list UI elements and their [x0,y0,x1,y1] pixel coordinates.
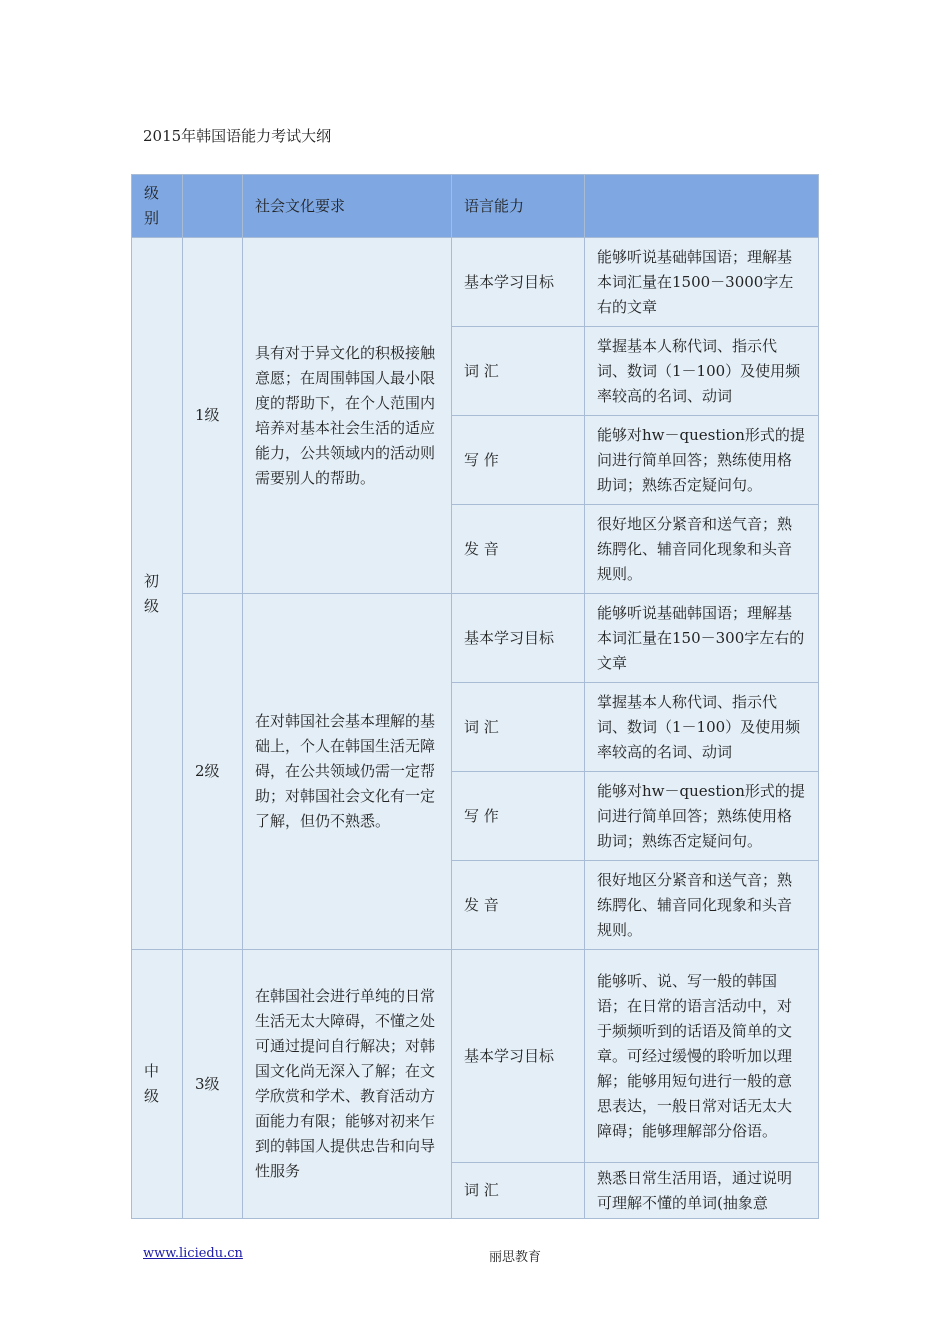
social-requirement-cell: 具有对于异文化的积极接触意愿；在周围韩国人最小限度的帮助下，在个人范围内培养对基本社会生活的适应能力，公共领域内的活动则需要别人的帮助。 [243,238,452,594]
aspect-cell: 词 汇 [452,327,585,416]
aspect-cell: 基本学习目标 [452,594,585,683]
grade-cell: 3级 [183,950,243,1219]
table-header-row [132,175,819,238]
aspect-cell: 发 音 [452,861,585,950]
grade-cell: 2级 [183,594,243,950]
aspect-desc-cell: 能够对hw－question形式的提问进行简单回答；熟练使用格助词；熟练否定疑问句。 [585,772,819,861]
table-row [132,594,819,683]
aspect-desc-cell: 熟悉日常生活用语，通过说明可理解不懂的单词(抽象意 [585,1163,819,1219]
document-title: 2015年韩国语能力考试大纲 [143,127,332,145]
header-level: 级别 [132,175,183,238]
aspect-cell: 基本学习目标 [452,238,585,327]
aspect-desc-cell: 掌握基本人称代词、指示代词、数词（1－100）及使用频率较高的名词、动词 [585,327,819,416]
level-cell-intermediate: 中级 [132,950,183,1219]
header-grade [183,175,243,238]
organization-name: 丽思教育 [489,1250,542,1265]
aspect-cell: 发 音 [452,505,585,594]
aspect-desc-cell: 能够听说基础韩国语；理解基本词汇量在1500－3000字左右的文章 [585,238,819,327]
website-link[interactable]: www.liciedu.cn [143,1246,243,1261]
aspect-desc-cell: 能够听、说、写一般的韩国语；在日常的语言活动中，对于频频听到的话语及简单的文章。可经过缓慢的聆听加以理解；能够用短句进行一般的意思表达，一般日常对话无太大障碍；能够理解部分俗语。 [585,950,819,1163]
social-requirement-cell: 在韩国社会进行单纯的日常生活无太大障碍，不懂之处可通过提问自行解决；对韩国文化尚无深入了解；在文学欣赏和学术、教育活动方面能力有限；能够对初来乍到的韩国人提供忠告和向导性服务 [243,950,452,1219]
syllabus-table [131,174,819,1219]
aspect-desc-cell: 能够听说基础韩国语；理解基本词汇量在150－300字左右的文章 [585,594,819,683]
aspect-cell: 写 作 [452,416,585,505]
aspect-cell: 写 作 [452,772,585,861]
table-row [132,238,819,327]
aspect-cell: 词 汇 [452,1163,585,1219]
aspect-desc-cell: 能够对hw－question形式的提问进行简单回答；熟练使用格助词；熟练否定疑问句。 [585,416,819,505]
aspect-cell: 基本学习目标 [452,950,585,1163]
aspect-desc-cell: 很好地区分紧音和送气音；熟练腭化、辅音同化现象和头音规则。 [585,505,819,594]
header-language: 语言能力 [452,175,585,238]
header-social: 社会文化要求 [243,175,452,238]
level-cell-basic: 初级 [132,238,183,950]
social-requirement-cell: 在对韩国社会基本理解的基础上，个人在韩国生活无障碍，在公共领域仍需一定帮助；对韩国社会文化有一定了解，但仍不熟悉。 [243,594,452,950]
grade-cell: 1级 [183,238,243,594]
table-row [132,950,819,1163]
aspect-desc-cell: 很好地区分紧音和送气音；熟练腭化、辅音同化现象和头音规则。 [585,861,819,950]
aspect-desc-cell: 掌握基本人称代词、指示代词、数词（1－100）及使用频率较高的名词、动词 [585,683,819,772]
header-description [585,175,819,238]
aspect-cell: 词 汇 [452,683,585,772]
